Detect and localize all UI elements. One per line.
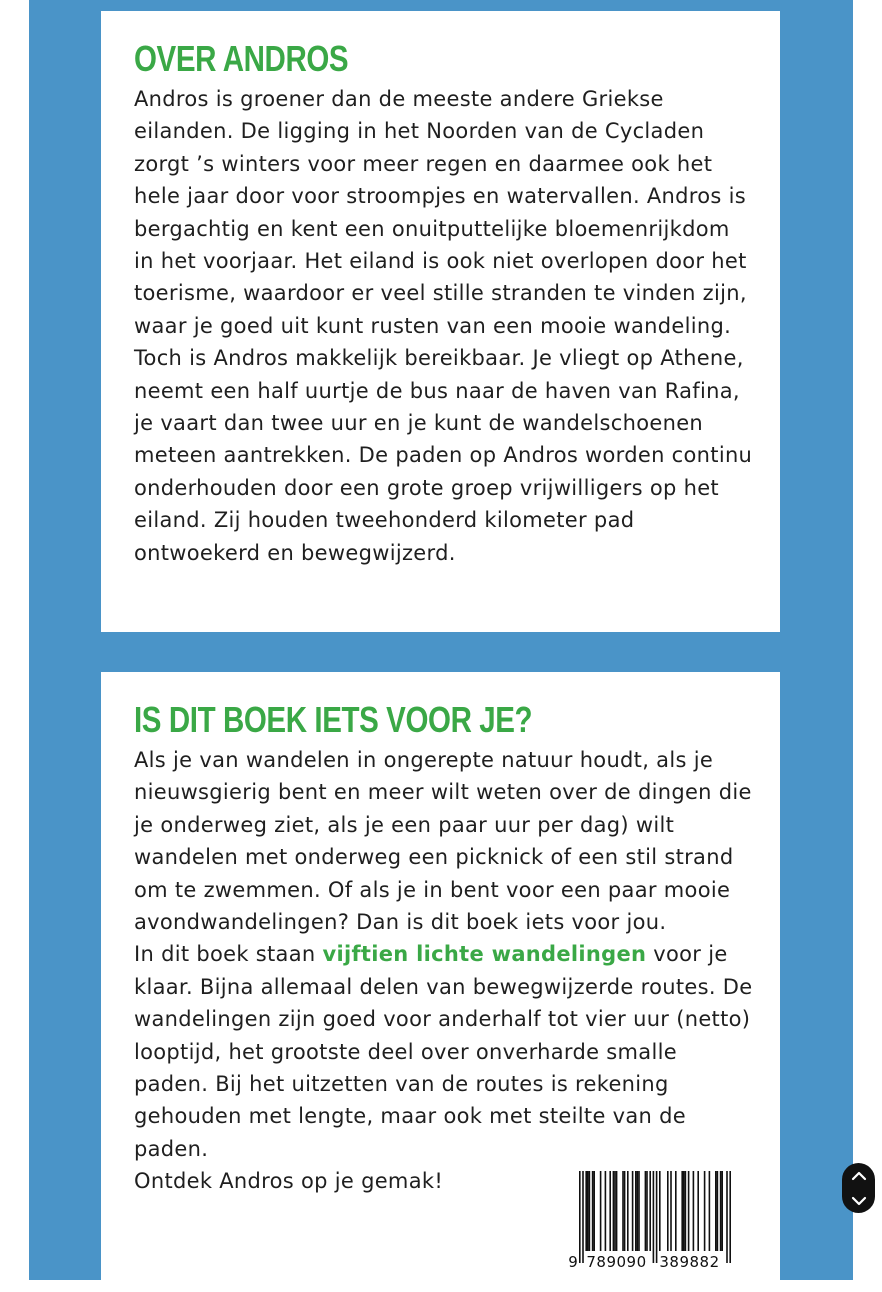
barcode-bar xyxy=(675,1171,677,1251)
barcode-bar xyxy=(649,1171,651,1251)
barcode-bar xyxy=(645,1171,647,1251)
section-heading: IS DIT BOEK IETS VOOR JE? xyxy=(134,699,533,740)
barcode-bar xyxy=(693,1171,695,1251)
barcode-bar xyxy=(726,1171,728,1263)
barcode-bar xyxy=(667,1171,669,1251)
barcode-bar xyxy=(729,1171,731,1263)
barcode-bar xyxy=(688,1171,690,1251)
barcode-digits xyxy=(565,1251,739,1273)
barcode-lead-digit: 9 xyxy=(568,1253,578,1271)
walks-paragraph xyxy=(134,938,754,1165)
barcode-bar xyxy=(613,1171,615,1251)
barcode-bar xyxy=(614,1171,616,1251)
barcode-bar xyxy=(605,1171,607,1251)
barcode-bar xyxy=(585,1171,587,1251)
barcode-bar xyxy=(709,1171,711,1251)
walks-text-before: In dit boek staan xyxy=(134,942,323,967)
chevron-down-icon[interactable] xyxy=(851,1196,867,1206)
barcode-bar xyxy=(609,1171,611,1251)
barcode-bar xyxy=(659,1171,661,1251)
barcode-bar xyxy=(637,1171,639,1251)
barcode-bar xyxy=(656,1171,658,1263)
intro-paragraph: Als je van wandelen in ongerepte natuur houdt, als je nieuwsgierig bent en meer wilt weten over de dingen die je onderweg ziet, als je een paar uur per dag) wilt wandelen met onderweg een picknick of een stil strand om te zwemmen. Of als je in bent voor een paar mooie avondwandelingen? Dan is dit boek iets voor jou. xyxy=(134,748,752,935)
barcode-bar xyxy=(685,1171,687,1251)
barcode-bar xyxy=(721,1171,723,1251)
walks-highlight: vijftien lichte wandelingen xyxy=(322,942,647,967)
section-body: Andros is groener dan de meeste andere Griekse eilanden. De ligging in het Noorden van de Cycladen zorgt ’s winters voor meer regen en daarmee ook het hele jaar door voor stroompjes en watervallen. Andros is bergachtig en kent een onuitputtelijke bloemenrijkdom in het voorjaar. Het eiland is ook niet overlopen door het toerisme, waardoor er veel stille stranden te vinden zijn, waar je goed uit kunt rusten van een mooie wandeling. Toch is Andros makkelijk bereikbaar. Je vliegt op Athene, neemt een half uurtje de bus naar de haven van Rafina, je vaart dan twee uur en je kunt de wandelschoenen meteen aantrekken. De paden op Andros worden continu onderhouden door een grote groep vrijwilligers op het eiland. Zij houden tweehonderd kilometer pad ontwoekerd en bewegwijzerd. xyxy=(134,87,753,565)
section-heading: OVER ANDROS xyxy=(134,38,349,79)
scroll-control[interactable] xyxy=(842,1163,875,1213)
barcode-bar xyxy=(627,1171,629,1251)
chevron-up-icon[interactable] xyxy=(851,1171,867,1181)
closing-line: Ontdek Andros op je gemak! xyxy=(134,1169,444,1194)
barcode-bar xyxy=(697,1171,699,1251)
barcode-bar xyxy=(638,1171,640,1251)
isbn-barcode xyxy=(565,1169,739,1275)
barcode-bar xyxy=(670,1171,672,1251)
barcode-bar xyxy=(600,1171,602,1251)
barcode-bar xyxy=(592,1171,594,1251)
card-over-andros xyxy=(101,11,780,632)
barcode-bar xyxy=(717,1171,719,1251)
barcode-bar xyxy=(616,1171,618,1251)
barcode-bar xyxy=(582,1171,584,1263)
barcode-bar xyxy=(587,1171,589,1251)
barcode-bar xyxy=(653,1171,655,1263)
barcode-group-right: 389882 xyxy=(659,1253,720,1271)
barcode-bar xyxy=(579,1171,581,1263)
barcode-group-left: 789090 xyxy=(586,1253,647,1271)
barcode-bar xyxy=(593,1171,595,1251)
barcode-bar xyxy=(635,1171,637,1251)
barcode-bar xyxy=(589,1171,591,1251)
barcode-bar xyxy=(646,1171,648,1251)
barcode-bar xyxy=(681,1171,683,1251)
barcode-bar xyxy=(622,1171,624,1251)
barcode-bar xyxy=(632,1171,634,1251)
barcode-bar xyxy=(683,1171,685,1251)
barcode-bars xyxy=(565,1169,739,1263)
barcode-bar xyxy=(715,1171,717,1251)
walks-text-after: voor je klaar. Bijna allemaal delen van bewegwijzerde routes. De wandelingen zijn goed voor anderhalf tot vier uur (netto) looptijd, het grootste deel over onverharde smalle paden. Bij het uitzetten van de routes is rekening gehouden met lengte, maar ook met steilte van de paden. xyxy=(134,942,753,1161)
barcode-bar xyxy=(704,1171,706,1251)
barcode-bar xyxy=(624,1171,626,1251)
barcode-bar xyxy=(720,1171,722,1251)
